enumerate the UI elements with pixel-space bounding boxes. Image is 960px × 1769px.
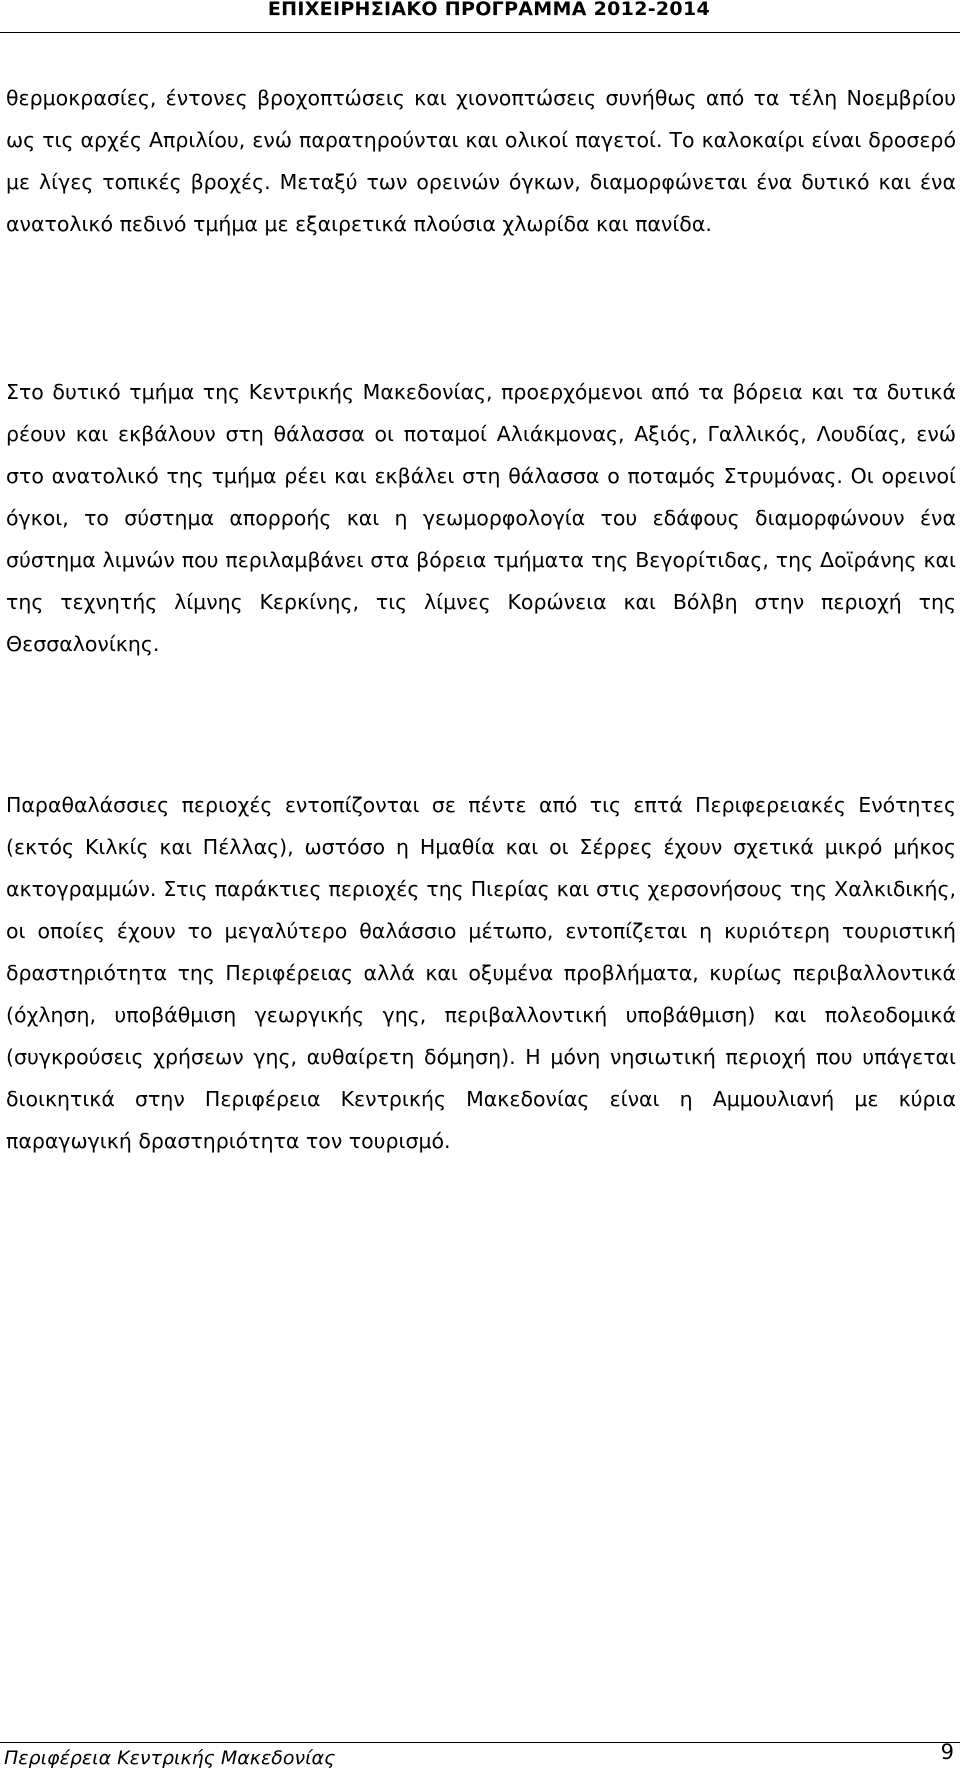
footer-region-name: Περιφέρεια Κεντρικής Μακεδονίας <box>4 1747 336 1769</box>
page-number: 9 <box>940 1740 954 1764</box>
paragraph-coastal-areas: Παραθαλάσσιες περιοχές εντοπίζονται σε πέντε από τις επτά Περιφερειακές Ενότητες (εκτός Κιλκίς και Πέλλας), ωστόσο η Ημαθία και οι Σέρρες έχουν σχετικά μικρό μήκος ακτογραμμών. Στις παράκτιες περιοχές της Πιερίας και στις χερσονήσους της Χαλκιδικής, οι οποίες έχουν το μεγαλύτερο θαλάσσιο μέτωπο, εντοπίζεται η κυριότερη τουριστική δραστηριότητα της Περιφέρειας αλλά και οξυμένα προβλήματα, κυρίως περιβαλλοντικά (όχληση, υποβάθμιση γεωργικής γης, περιβαλλοντική υποβάθμιση) και πολεοδομικά (συγκρούσεις χρήσεων γης, αυθαίρετη δόμηση). Η μόνη νησιωτική περιοχή που υπάγεται διοικητικά στην Περιφέρεια Κεντρικής Μακεδονίας είναι η Αμμουλιανή με κύρια παραγωγική δραστηριότητα τον τουρισμό. <box>6 793 956 1153</box>
paragraph-climate: θερμοκρασίες, έντονες βροχοπτώσεις και χιονοπτώσεις συνήθως από τα τέλη Νοεμβρίου ως τις αρχές Απριλίου, ενώ παρατηρούνται και ολικοί παγετοί. Το καλοκαίρι είναι δροσερό με λίγες τοπικές βροχές. Μεταξύ των ορεινών όγκων, διαμορφώνεται ένα δυτικό και ένα ανατολικό πεδινό τμήμα με εξαιρετικά πλούσια χλωρίδα και πανίδα. <box>6 86 956 236</box>
document-title: ΕΠΙΧΕΙΡΗΣΙΑΚΟ ΠΡΟΓΡΑΜΜΑ 2012-2014 <box>267 0 710 20</box>
page-header <box>0 0 960 28</box>
paragraph-rivers-lakes: Στο δυτικό τμήμα της Κεντρικής Μακεδονίας, προερχόμενοι από τα βόρεια και τα δυτικά ρέουν και εκβάλουν στη θάλασσα οι ποταμοί Αλιάκμονας, Αξιός, Γαλλικός, Λουδίας, ενώ στο ανατολικό της τμήμα ρέει και εκβάλει στη θάλασσα ο ποταμός Στρυμόνας. Οι ορεινοί όγκοι, το σύστημα απορροής και η γεωμορφολογία του εδάφους διαμορφώνουν ένα σύστημα λιμνών που περιλαμβάνει στα βόρεια τμήματα της Βεγορίτιδας, της Δοϊράνης και της τεχνητής λίμνης Κερκίνης, τις λίμνες Κορώνεια και Βόλβη στην περιοχή της Θεσσαλονίκης. <box>6 380 956 656</box>
header-divider <box>0 32 960 33</box>
footer-divider <box>0 1742 960 1743</box>
